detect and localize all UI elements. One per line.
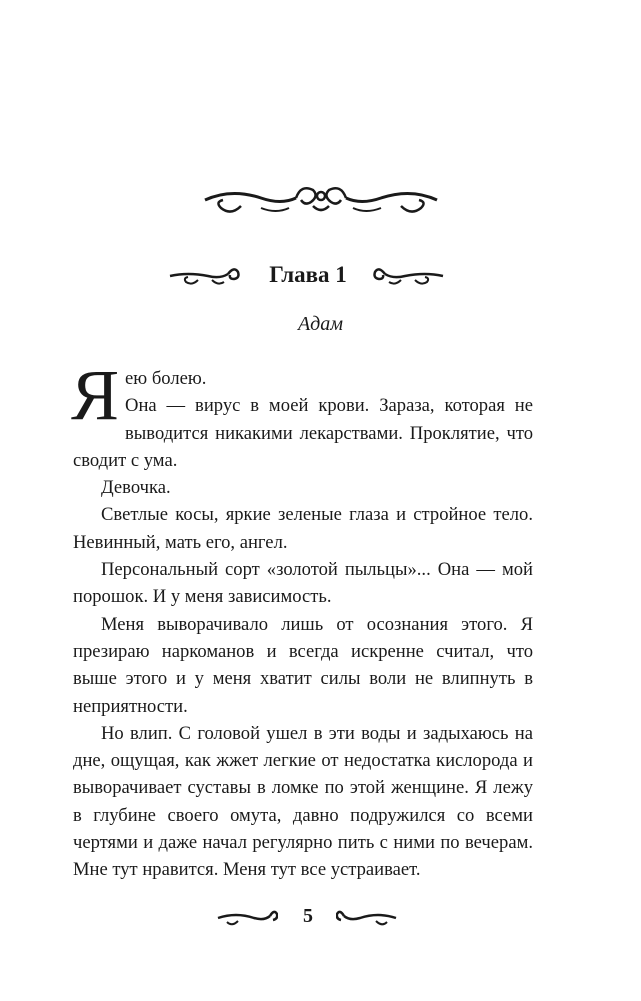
footer-right-flourish-icon <box>336 904 398 928</box>
paragraph-2-text: Она — вирус в моей крови. Зараза, которая не выводится никакими лекарствами. Проклятие, что сводит с ума. <box>73 395 533 471</box>
left-flourish-icon <box>168 262 240 288</box>
drop-cap: Я <box>71 355 120 435</box>
paragraph-3: Девочка. <box>101 477 171 499</box>
paragraph-6: Меня выворачивало лишь от осознания этого. Я презираю наркоманов и всегда искренне считал, что выше этого и у меня хватит силы воли не влипнуть в неприятности. <box>73 613 533 717</box>
body-text <box>71 355 533 884</box>
paragraph-5: Персональный сорт «золотой пыльцы»... Она — мой порошок. И у меня зависимость. <box>73 559 533 608</box>
page-number: 5 <box>303 905 313 927</box>
chapter-title: Глава 1 <box>269 262 347 287</box>
paragraph-7: Но влип. С головой ушел в эти воды и задыхаюсь на дне, ощущая, как жжет легкие от недостатка кислорода и выворачивает суставы в ломке по этой женщине. Я лежу в глубине своего омута, давно подружился со всеми чертями и даже начал регулярно пить с ними по вечерам. Мне тут нравится. Меня тут все устраивает. <box>73 722 533 881</box>
paragraph-1-text: ею болею. <box>125 368 207 389</box>
right-flourish-icon <box>373 262 445 288</box>
chapter-subtitle: Адам <box>297 313 344 335</box>
top-ornament-icon <box>201 178 441 220</box>
footer-left-flourish-icon <box>216 904 278 928</box>
chapter-heading <box>0 258 641 294</box>
paragraph-4: Светлые косы, яркие зеленые глаза и стройное тело. Невинный, мать его, ангел. <box>73 504 533 553</box>
page-footer <box>0 902 641 932</box>
paragraph-1 <box>71 355 533 474</box>
